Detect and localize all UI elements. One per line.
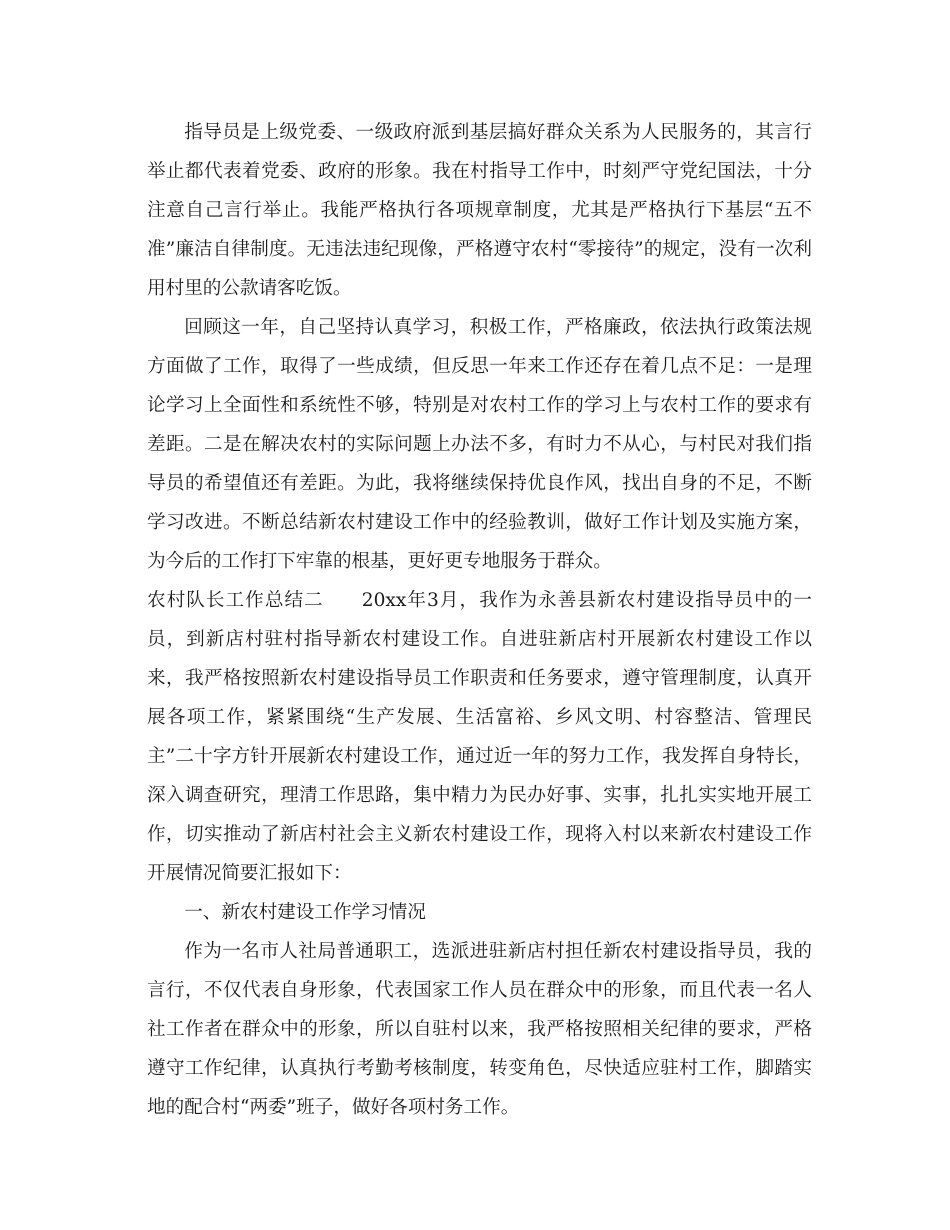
paragraph-role: 作为一名市人社局普通职工，选派进驻新店村担任新农村建设指导员，我的言行，不仅代表自身形象，代表国家工作人员在群众中的形象，而且代表一名人社工作者在群众中的形象，所以自驻村以来，我严格按照相关纪律的要求，严格遵守工作纪律，认真执行考勤考核制度，转变角色，尽快适应驻村工作，脚踏实地的配合村“两委”班子，做好各项村务工作。: [147, 941, 812, 1118]
section-two: [147, 581, 812, 893]
section-body: 20xx年3月，我作为永善县新农村建设指导员中的一员，到新店村驻村指导新农村建设工作。自进驻新店村开展新农村建设工作以来，我严格按照新农村建设指导员工作职责和任务要求，遵守管理制度，认真开展各项工作，紧紧围绕“生产发展、生活富裕、乡风文明、村容整洁、管理民主”二十字方针开展新农村建设工作，通过近一年的努力工作，我发挥自身特长，深入调查研究，理清工作思路，集中精力为民办好事、实事，扎扎实实地开展工作，切实推动了新店村社会主义新农村建设工作，现将入村以来新农村建设工作开展情况简要汇报如下：: [147, 590, 812, 884]
paragraph-review: 回顾这一年，自己坚持认真学习，积极工作，严格廉政，依法执行政策法规方面做了工作，取得了一些成绩，但反思一年来工作还存在着几点不足：一是理论学习上全面性和系统性不够，特别是对农村工作的学习上与农村工作的要求有差距。二是在解决农村的实际问题上办法不多，有时力不从心，与村民对我们指导员的希望值还有差距。为此，我将继续保持优良作风，找出自身的不足，不断学习改进。不断总结新农村建设工作中的经验教训，做好工作计划及实施方案，为今后的工作打下牢靠的根基，更好更专地服务于群众。: [147, 317, 812, 572]
section-title: 农村队长工作总结二: [147, 590, 324, 611]
subheading-study: 一、新农村建设工作学习情况: [184, 902, 426, 923]
paragraph-conduct: 指导员是上级党委、一级政府派到基层搞好群众关系为人民服务的，其言行举止都代表着党委、政府的形象。我在村指导工作中，时刻严守党纪国法，十分注意自己言行举止。我能严格执行各项规章制度，尤其是严格执行下基层“五不准”廉洁自律制度。无违法违纪现像，严格遵守农村“零接待”的规定，没有一次利用村里的公款请客吃饭。: [147, 122, 812, 299]
document-body: [147, 113, 812, 1127]
